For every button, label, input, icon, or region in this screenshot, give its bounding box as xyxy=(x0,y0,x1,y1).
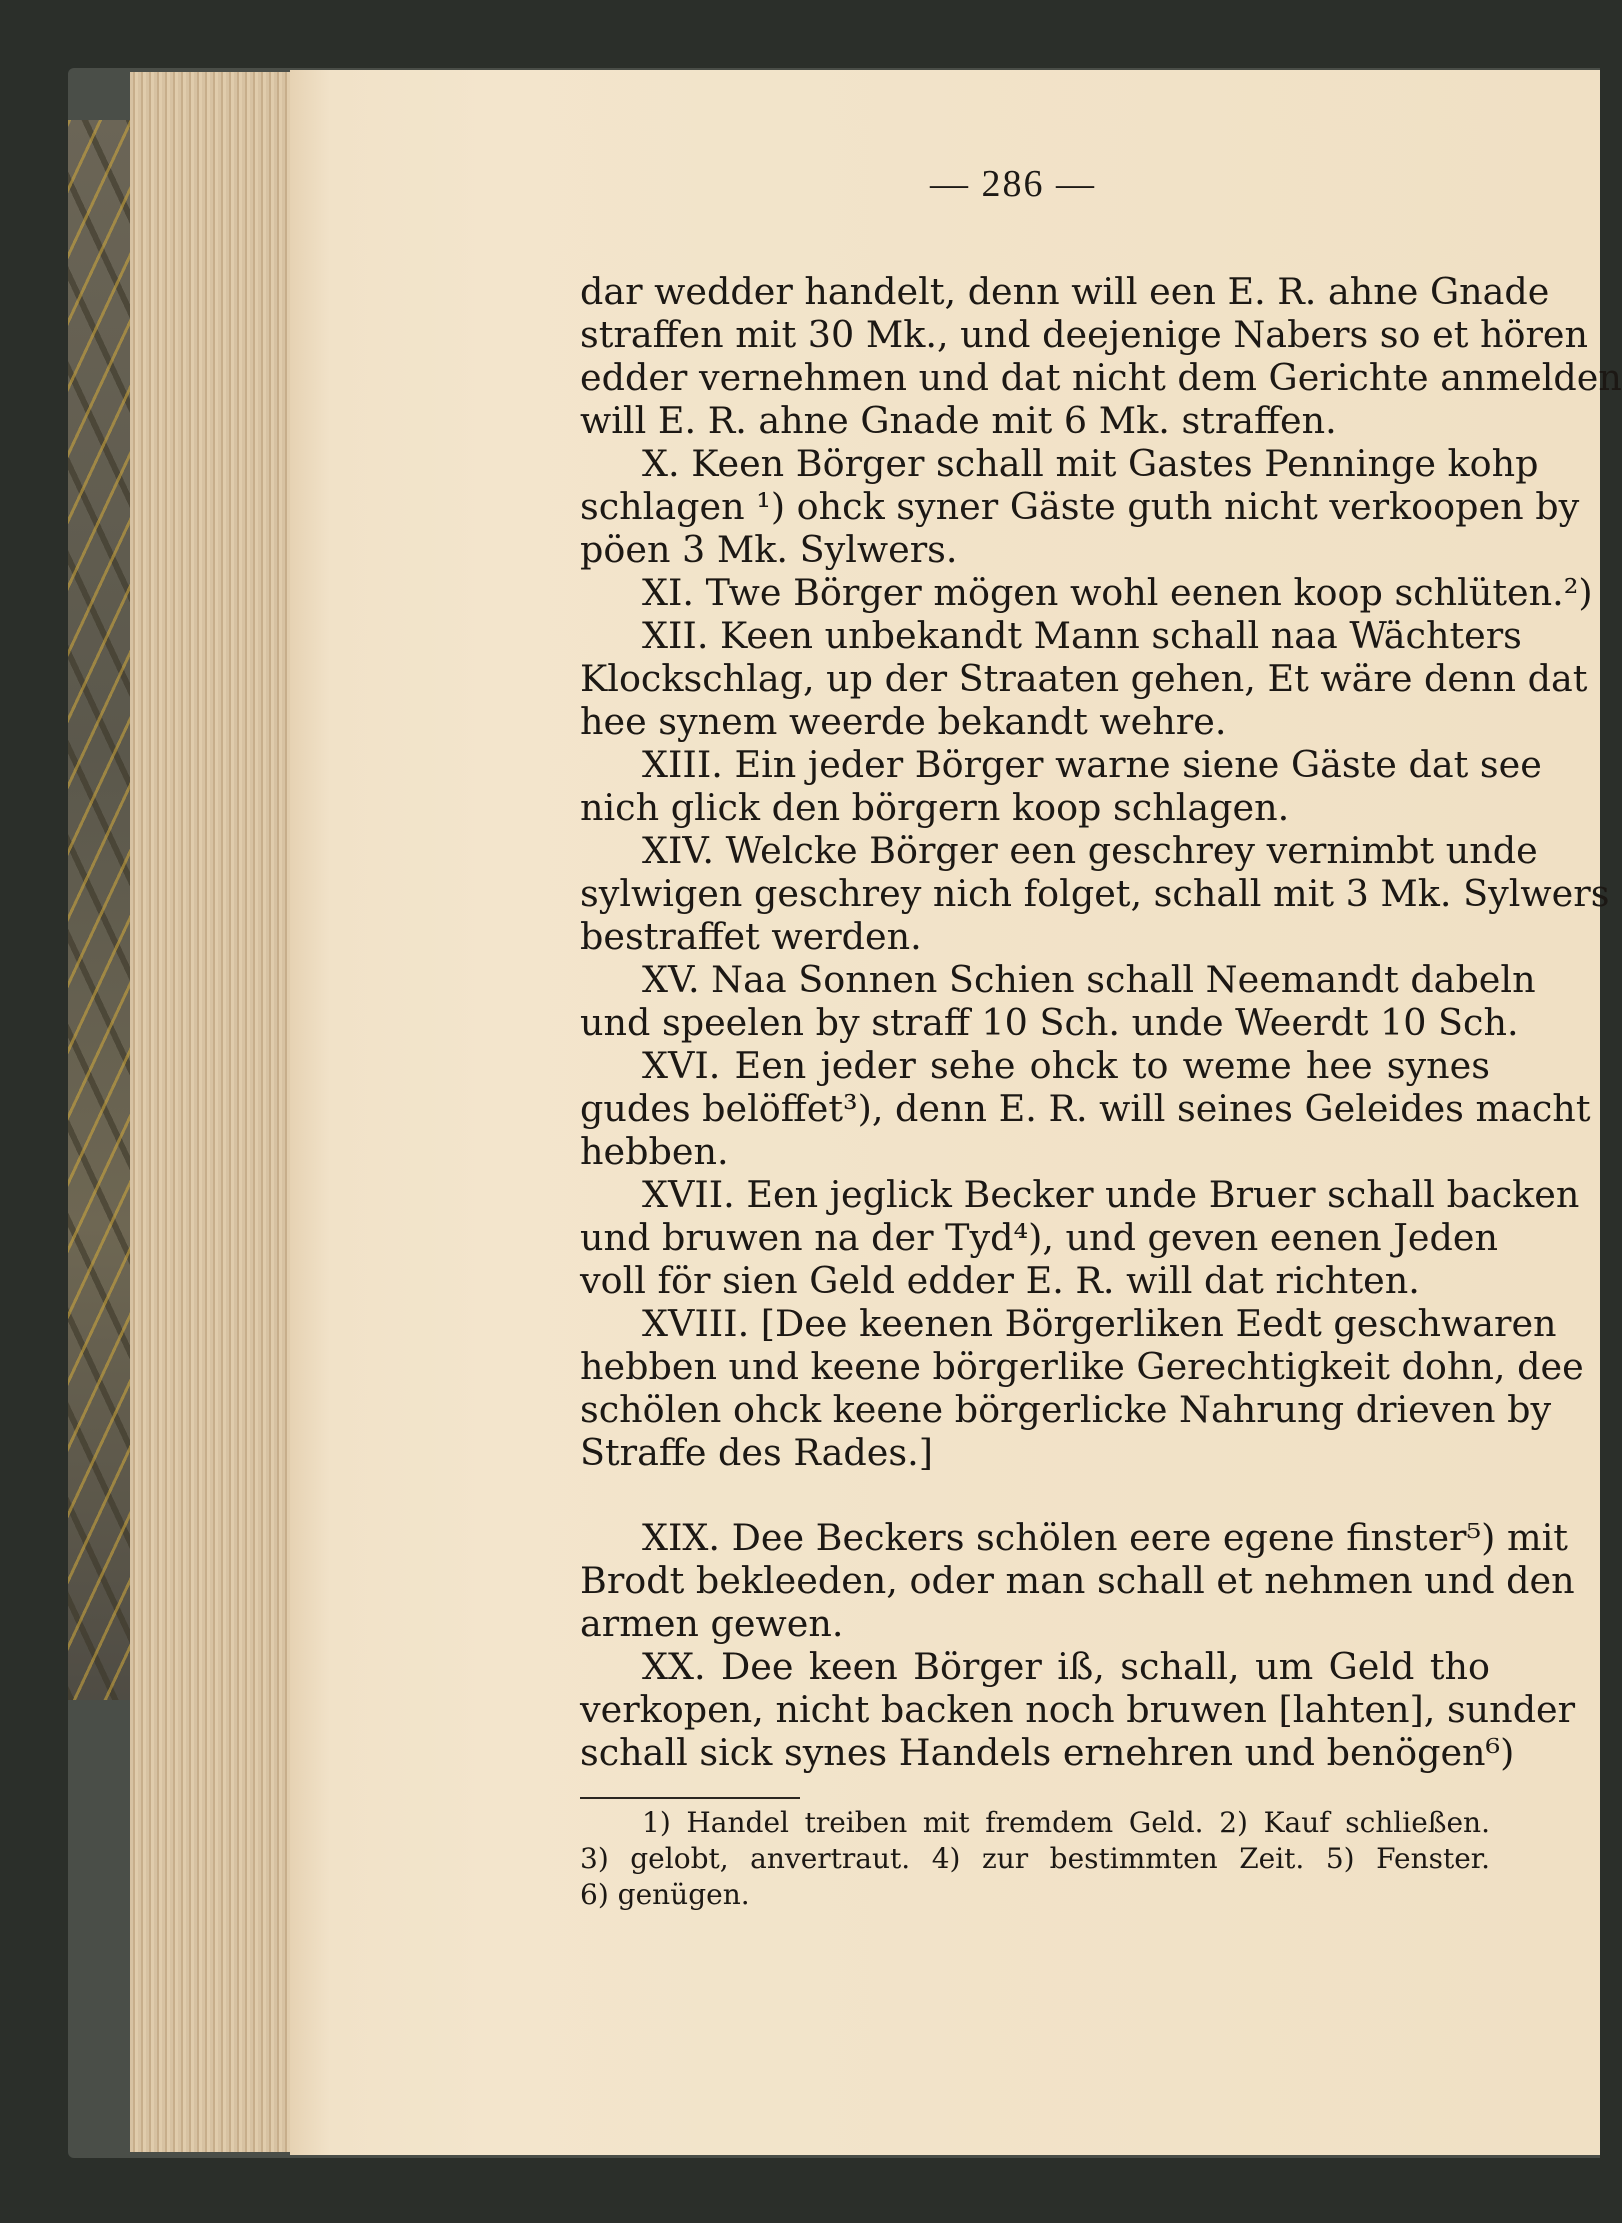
text-line: XIV. Welcke Börger een geschrey vernimbt unde xyxy=(642,829,1538,872)
text-line: Brodt bekleeden, oder man schall et nehmen und den xyxy=(580,1559,1575,1602)
text-line: pöen 3 Mk. Sylwers. xyxy=(580,528,958,571)
text-line: und speelen by straff 10 Sch. unde Weerdt 10 Sch. xyxy=(580,1001,1519,1044)
text-line: hebben und keene börgerlike Gerechtigkeit dohn, dee xyxy=(580,1345,1584,1388)
text-line: straffen mit 30 Mk., und deejenige Nabers so et hören xyxy=(580,313,1589,356)
text-line: XVIII. [Dee keenen Börgerliken Eedt geschwaren xyxy=(642,1302,1557,1345)
text-line: XIX. Dee Beckers schölen eere egene finster⁵) mit xyxy=(642,1516,1568,1559)
text-line: X. Keen Börger schall mit Gastes Penninge kohp xyxy=(642,442,1539,485)
text-line: Klockschlag, up der Straaten gehen, Et wäre denn dat xyxy=(580,657,1588,700)
text-line: schlagen ¹) ohck syner Gäste guth nicht verkoopen by xyxy=(580,485,1580,528)
text-line: schall sick synes Handels ernehren und benögen⁶) xyxy=(580,1731,1515,1774)
footnote-line: 1) Handel treiben mit fremdem Geld. 2) Kauf schließen. xyxy=(642,1806,1490,1839)
text-line: bestraffet werden. xyxy=(580,915,922,958)
text-line: XVI. Een jeder sehe ohck to weme hee synes xyxy=(642,1044,1490,1087)
text-line: edder vernehmen und dat nicht dem Gerichte anmelden xyxy=(580,356,1622,399)
text-line: hebben. xyxy=(580,1130,729,1173)
text-line: XX. Dee keen Börger iß, schall, um Geld tho xyxy=(642,1645,1490,1688)
text-line: verkopen, nicht backen noch bruwen [lahten], sunder xyxy=(580,1688,1576,1731)
text-line: XIII. Ein jeder Börger warne siene Gäste dat see xyxy=(642,743,1542,786)
text-line: will E. R. ahne Gnade mit 6 Mk. straffen. xyxy=(580,399,1337,442)
text-line: XI. Twe Börger mögen wohl eenen koop schlüten.²) xyxy=(642,571,1593,614)
text-line: armen gewen. xyxy=(580,1602,844,1645)
footnote-rule xyxy=(580,1797,800,1799)
text-line: voll för sien Geld edder E. R. will dat richten. xyxy=(580,1259,1420,1302)
text-line: sylwigen geschrey nich folget, schall mit 3 Mk. Sylwers xyxy=(580,872,1610,915)
text-line: und bruwen na der Tyd⁴), und geven eenen Jeden xyxy=(580,1216,1498,1259)
text-line: XV. Naa Sonnen Schien schall Neemandt dabeln xyxy=(642,958,1536,1001)
text-line: nich glick den börgern koop schlagen. xyxy=(580,786,1290,829)
text-line: schölen ohck keene börgerlicke Nahrung drieven by xyxy=(580,1388,1552,1431)
text-line: gudes belöffet³), denn E. R. will seines Geleides macht xyxy=(580,1087,1591,1130)
footnote-line: 6) genügen. xyxy=(580,1878,750,1911)
text-line: XII. Keen unbekandt Mann schall naa Wächters xyxy=(642,614,1522,657)
text-line: hee synem weerde bekandt wehre. xyxy=(580,700,1227,743)
text-line: XVII. Een jeglick Becker unde Bruer schall backen xyxy=(642,1173,1580,1216)
page-number: — 286 — xyxy=(930,163,1096,205)
text-line: Straffe des Rades.] xyxy=(580,1431,933,1474)
text-line: dar wedder handelt, denn will een E. R. ahne Gnade xyxy=(580,270,1550,313)
footnote-line: 3) gelobt, anvertraut. 4) zur bestimmten Zeit. 5) Fenster. xyxy=(580,1842,1490,1875)
